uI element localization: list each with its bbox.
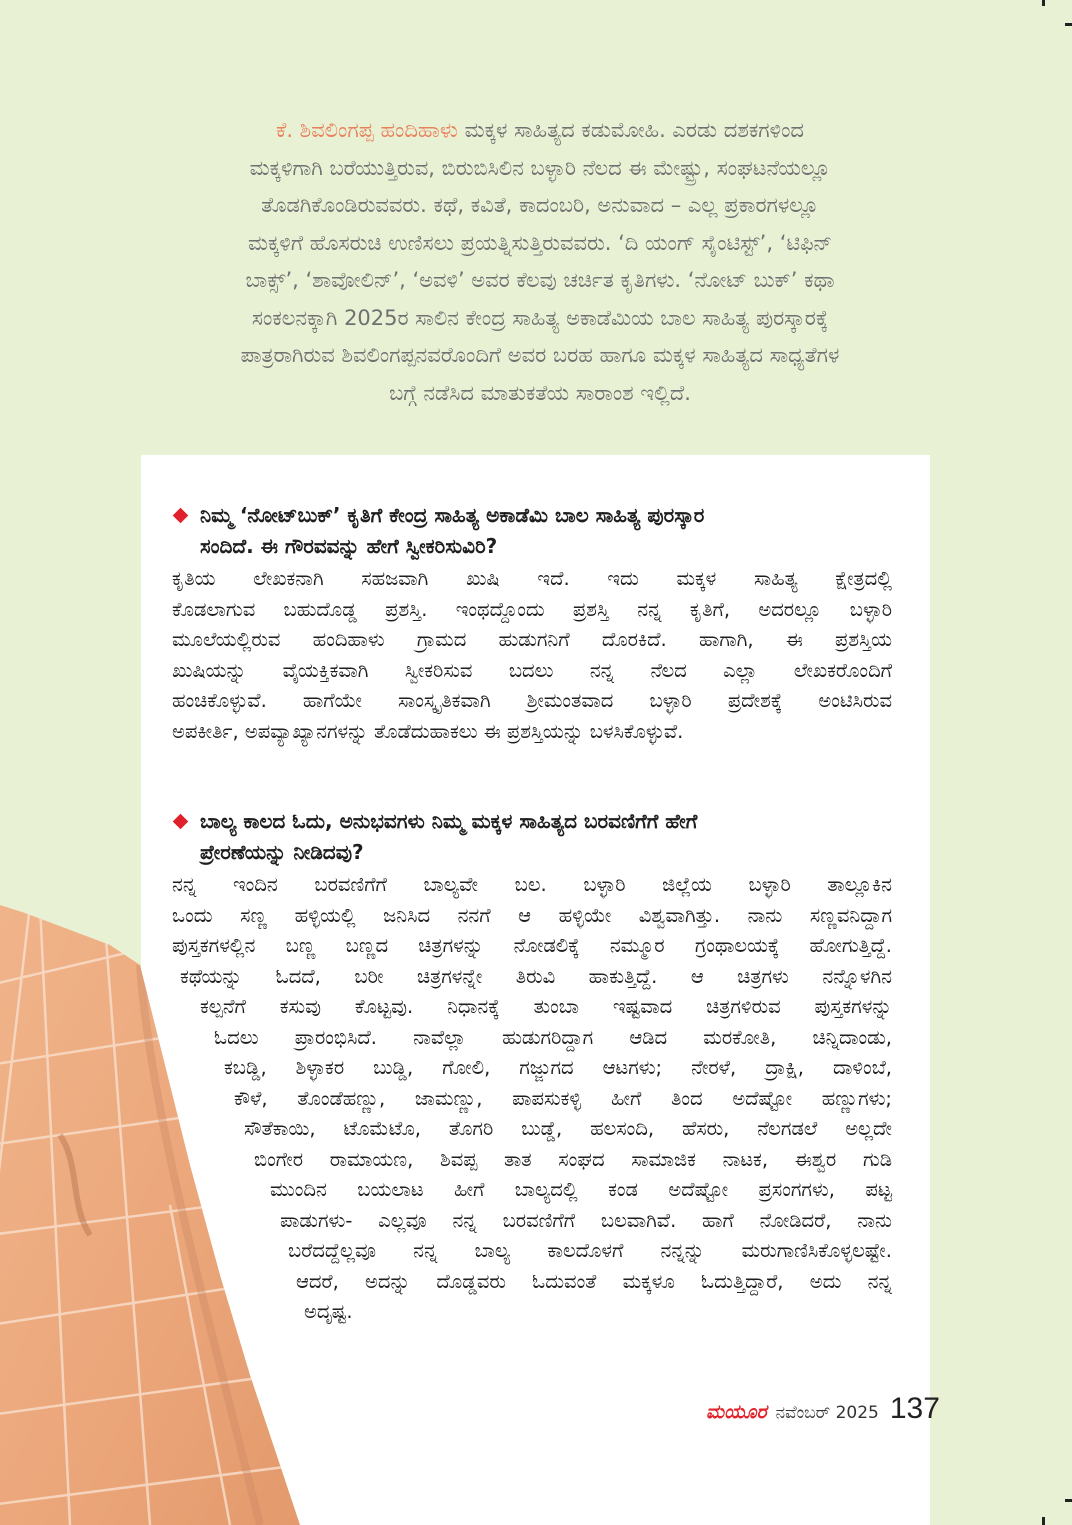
qa-block: [172, 500, 892, 747]
magazine-brand-logo: ಮಯೂರ: [706, 1401, 767, 1423]
answer: ನನ್ನ ಇಂದಿನ ಬರವಣಿಗೆಗೆ ಬಾಲ್ಯವೇ ಬಲ. ಬಳ್ಳಾರಿ ಜಿಲ್ಲೆಯ ಬಳ್ಳಾರಿ ತಾಲ್ಲೂಕಿನ ಒಂದು ಸಣ್ಣ ಹಳ್ಳಿಯಲ್ಲಿ ಜನಿಸಿದ ನನಗೆ ಆ ಹಳ್ಳಿಯೇ ವಿಶ್ವವಾಗಿತ್ತು. ನಾನು ಸಣ್ಣವನಿದ್ದಾಗ ಪುಸ್ತಕಗಳಲ್ಲಿನ ಬಣ್ಣ ಬಣ್ಣದ ಚಿತ್ರಗಳನ್ನು ನೋಡಲಿಕ್ಕೆ ನಮ್ಮೂರ ಗ್ರಂಥಾಲಯಕ್ಕೆ ಹೋಗುತ್ತಿದ್ದೆ. ಕಥೆಯನ್ನು ಓದದೆ, ಬರೀ ಚಿತ್ರಗಳನ್ನೇ ತಿರುವಿ ಹಾಕುತ್ತಿದ್ದೆ. ಆ ಚಿತ್ರಗಳು ನನ್ನೊಳಗಿನ ಕಲ್ಪನೆಗೆ ಕಸುವು ಕೊಟ್ಟವು. ನಿಧಾನಕ್ಕೆ ತುಂಬಾ ಇಷ್ಟವಾದ ಚಿತ್ರಗಳಿರುವ ಪುಸ್ತಕಗಳನ್ನು ಓದಲು ಪ್ರಾರಂಭಿಸಿದೆ. ನಾವೆಲ್ಲಾ ಹುಡುಗರಿದ್ದಾಗ ಆಡಿದ ಮರಕೋತಿ, ಚಿನ್ನಿದಾಂಡು, ಕಬಡ್ಡಿ, ಶಿಳ್ಳಾಕರ ಬುಡ್ಡಿ, ಗೋಲಿ, ಗಜ್ಜುಗದ ಆಟಗಳು; ನೇರಳೆ, ದ್ರಾಕ್ಷಿ, ದಾಳಿಂಬೆ, ಕೌಳೆ, ತೊಂಡೆಹಣ್ಣು, ಜಾಮಣ್ಣು, ಪಾಪಸುಕಳ್ಳಿ ಹೀಗೆ ತಿಂದ ಅದೆಷ್ಟೋ ಹಣ್ಣುಗಳು; ಸೌತೆಕಾಯಿ, ಟೊಮೆಟೊ, ತೊಗರಿ ಬುಡ್ಡೆ, ಹಲಸಂದಿ, ಹೆಸರು, ನೆಲಗಡಲೆ ಅಲ್ಲದೇ ಬಿಂಗೇರ ರಾಮಾಯಣ, ಶಿವಪ್ಪ ತಾತ ಸಂಘದ ಸಾಮಾಜಿಕ ನಾಟಕ, ಈಶ್ವರ ಗುಡಿ ಮುಂದಿನ ಬಯಲಾಟ ಹೀಗೆ ಬಾಲ್ಯದಲ್ಲಿ ಕಂಡ ಅದೆಷ್ಟೋ ಪ್ರಸಂಗಗಳು, ಪಟ್ಟ ಪಾಡುಗಳು- ಎಲ್ಲವೂ ನನ್ನ ಬರವಣಿಗೆಗೆ ಬಲವಾಗಿವೆ. ಹಾಗೆ ನೋಡಿದರೆ, ನಾನು ಬರೆದದ್ದೆಲ್ಲವೂ ನನ್ನ ಬಾಲ್ಯ ಕಾಲದೊಳಗೆ ನನ್ನನ್ನು ಮರುಗಾಣಿಸಿಕೊಳ್ಳಲಷ್ಟೇ. ಆದರೆ, ಅದನ್ನು ದೊಡ್ಡವರು ಓದುವಂತೆ ಮಕ್ಕಳೂ ಓದುತ್ತಿದ್ದಾರೆ, ಅದು ನನ್ನ ಅದೃಷ್ಟ.: [172, 873, 892, 1323]
crop-mark-top: [1042, 0, 1045, 6]
intro-line: ಸಂಕಲನಕ್ಕಾಗಿ 2025ರ ಸಾಲಿನ ಕೇಂದ್ರ ಸಾಹಿತ್ಯ ಅಕಾಡೆಮಿಯ ಬಾಲ ಸಾಹಿತ್ಯ ಪುರಸ್ಕಾರಕ್ಕೆ: [251, 305, 829, 330]
page-footer: [706, 1392, 940, 1432]
bullet-diamond-icon: [173, 508, 189, 524]
answer: ಕೃತಿಯ ಲೇಖಕನಾಗಿ ಸಹಜವಾಗಿ ಖುಷಿ ಇದೆ. ಇದು ಮಕ್ಕಳ ಸಾಹಿತ್ಯ ಕ್ಷೇತ್ರದಲ್ಲಿ ಕೊಡಲಾಗುವ ಬಹುದೊಡ್ಡ ಪ್ರಶಸ್ತಿ. ಇಂಥದ್ದೊಂದು ಪ್ರಶಸ್ತಿ ನನ್ನ ಕೃತಿಗೆ, ಅದರಲ್ಲೂ ಬಳ್ಳಾರಿ ಮೂಲೆಯಲ್ಲಿರುವ ಹಂದಿಹಾಳು ಗ್ರಾಮದ ಹುಡುಗನಿಗೆ ದೊರಕಿದೆ. ಹಾಗಾಗಿ, ಈ ಪ್ರಶಸ್ತಿಯ ಖುಷಿಯನ್ನು ವೈಯಕ್ತಿಕವಾಗಿ ಸ್ವೀಕರಿಸುವ ಬದಲು ನನ್ನ ನೆಲದ ಎಲ್ಲಾ ಲೇಖಕರೊಂದಿಗೆ ಹಂಚಿಕೊಳ್ಳುವೆ. ಹಾಗೆಯೇ ಸಾಂಸ್ಕೃತಿಕವಾಗಿ ಶ್ರೀಮಂತವಾದ ಬಳ್ಳಾರಿ ಪ್ರದೇಶಕ್ಕೆ ಅಂಟಿಸಿರುವ ಅಪಕೀರ್ತಿ, ಅಪವ್ಯಾಖ್ಯಾನಗಳನ್ನು ತೊಡೆದುಹಾಕಲು ಈ ಪ್ರಶಸ್ತಿಯನ್ನು ಬಳಸಿಕೊಳ್ಳುವೆ.: [172, 567, 892, 743]
question: ನಿಮ್ಮ ‘ನೋಟ್‌ಬುಕ್’ ಕೃತಿಗೆ ಕೇಂದ್ರ ಸಾಹಿತ್ಯ ಅಕಾಡೆಮಿ ಬಾಲ ಸಾಹಿತ್ಯ ಪುರಸ್ಕಾರ ಸಂದಿದೆ. ಈ ಗೌರವವನ್ನು ಹೇಗೆ ಸ್ವೀಕರಿಸುವಿರಿ?: [172, 500, 892, 562]
intro-paragraph: [110, 112, 970, 412]
intro-line: ಮಕ್ಕಳಿಗಾಗಿ ಬರೆಯುತ್ತಿರುವ, ಬಿರುಬಿಸಿಲಿನ ಬಳ್ಳಾರಿ ನೆಲದ ಈ ಮೇಷ್ಟ್ರು, ಸಂಘಟನೆಯಲ್ಲೂ: [249, 155, 831, 180]
bullet-diamond-icon: [173, 814, 189, 830]
crop-mark-bottom-side: [1065, 1499, 1072, 1502]
issue-date: ನವೆಂಬರ್ 2025: [775, 1403, 879, 1423]
page-number: 137: [889, 1392, 940, 1425]
question: ಬಾಲ್ಯ ಕಾಲದ ಓದು, ಅನುಭವಗಳು ನಿಮ್ಮ ಮಕ್ಕಳ ಸಾಹಿತ್ಯದ ಬರವಣಿಗೆಗೆ ಹೇಗೆ ಪ್ರೇರಣೆಯನ್ನು ನೀಡಿದವು?: [172, 806, 892, 868]
qa-block: [172, 806, 892, 1328]
crop-mark-bottom: [1042, 1517, 1045, 1525]
intro-line: ಪಾತ್ರರಾಗಿರುವ ಶಿವಲಿಂಗಪ್ಪನವರೊಂದಿಗೆ ಅವರ ಬರಹ ಹಾಗೂ ಮಕ್ಕಳ ಸಾಹಿತ್ಯದ ಸಾಧ್ಯತೆಗಳ: [240, 343, 840, 367]
intro-line: ಕೆ. ಶಿವಲಿಂಗಪ್ಪ ಹಂದಿಹಾಳು ಮಕ್ಕಳ ಸಾಹಿತ್ಯದ ಕಡುಮೋಹಿ. ಎರಡು ದಶಕಗಳಿಂದ: [276, 118, 804, 142]
intro-line: ತೊಡಗಿಕೊಂಡಿರುವವರು. ಕಥೆ, ಕವಿತೆ, ಕಾದಂಬರಿ, ಅನುವಾದ – ಎಲ್ಲ ಪ್ರಕಾರಗಳಲ್ಲೂ: [261, 193, 819, 217]
intro-line: ಬಗ್ಗೆ ನಡೆಸಿದ ಮಾತುಕತೆಯ ಸಾರಾಂಶ ಇಲ್ಲಿದೆ.: [389, 380, 691, 405]
crop-mark-top-side: [1065, 23, 1072, 26]
intro-line: ಬಾಕ್ಸ್’, ‘ಶಾವೋಲಿನ್’, ‘ಅವಳಿ’ ಅವರ ಕೆಲವು ಚರ್ಚಿತ ಕೃತಿಗಳು. ‘ನೋಟ್ ಬುಕ್’ ಕಥಾ: [245, 268, 835, 292]
author-name: ಕೆ. ಶಿವಲಿಂಗಪ್ಪ ಹಂದಿಹಾಳು: [276, 118, 458, 142]
intro-line: ಮಕ್ಕಳಿಗೆ ಹೊಸರುಚಿ ಉಣಿಸಲು ಪ್ರಯತ್ನಿಸುತ್ತಿರುವವರು. ‘ದಿ ಯಂಗ್ ಸೈಂಟಿಸ್ಟ್’, ‘ಟಿಫಿನ್: [247, 230, 833, 255]
